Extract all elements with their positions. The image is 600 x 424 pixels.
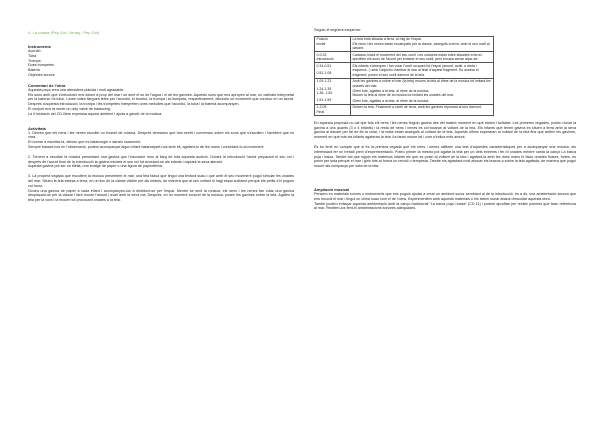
- table-row: [315, 104, 494, 115]
- instrument-item: Dues trompetes: [28, 63, 55, 68]
- comentari-paragraph: Aquesta peça crea una atmosfera plàcida i molt agradable.: [28, 87, 125, 92]
- activitat-paragraph: Doneu una gavina de paper a cada infant i acompanyeu-los a distribuir-se per l'espai. Mentre se sent la música, els nens i les nenes fan volar una gavina desplaçant-se per la classe i farà moure l'amunt i avall amb la seva mà. Després, en un moment concret de la música, posen les gavines sobre la tela. Agafen la tela per la vora i la mouen tot provocant onades a la tela.: [28, 188, 294, 203]
- instrument-item: Objectes sonors: [28, 72, 55, 77]
- body-paragraph: En aquesta proposta no cal que tots els nens i les nenes tinguin gavina des del mateix moment en què inicien l'activitat. Les primeres vegades, podeu donar la gavina a uns quants (3 o 4 infants) i la resta de nens i nenes es col·locaran al voltant de la tela. Els infants que tenen gavina es situen a terra amb la seva gavina al davant per tal de fer-la volar, i la resta estan asseguts al voltant de la tela. Aquests últims esperaran al voltant de la tela fins que arribin les gavines, moment en què tots els infants agafaran la tela i la faran moure tal i com s'indica més amunt.: [314, 120, 576, 140]
- description-text: Giren tots, agafats a la tela, al ritme de la música.: [352, 89, 430, 94]
- comentari-paragraph: La il·lustració del CD-llibre expressa aquest ambient i ajuda a gaudir de la música.: [28, 111, 163, 116]
- description-text: Amb les gavines a sobre el mar (la tela) mouen la tela al ritme de la música tot imitant les onades del mar.: [352, 79, 491, 88]
- song-title: 4- La onada (Pep Gol / Arranj.: Pep Gol): [28, 30, 100, 35]
- schema-intro: Seguiu el següent esquema:: [314, 28, 361, 32]
- right-column: [314, 28, 576, 211]
- instrument-item: Tuba: [28, 53, 37, 58]
- table-row: [315, 52, 494, 63]
- description-text: Els infants s'aixequen i fan volar l'ocell ocupant tot l'espai (amunt, avall, a dreta i esquerra...) amb l'objectiu d'arribar al mar al final d'aquest fragment. En acabar el fragment, posen el seu ocell damunt de la tela.: [352, 63, 479, 77]
- activitat-paragraph: 1. Deixeu que els nens i les nenes escoltin un trosset de música. Després demaneu què han sentit i converseu sobre els sons que s'escolten i l'ambient que es crea.: [28, 130, 294, 140]
- description-cell: [351, 104, 494, 115]
- time-label: 0.52-1.08: [316, 71, 332, 76]
- time-label: inicial: [316, 41, 326, 46]
- body-paragraph: És bo tenir en compte que si és la primera vegada que els nens i nenes utilitzen una tela d'aquestes característiques per a acompanyar una música, els interessarà fer un treball previ d'experimentació. Poteu primer la mestra pot agafar la tela per un dels extrems i fer-hi onades mentre canta la cançó La barca puja i baixa. També cal que siguin els mateixos infants els que es posin al voltant de la tela i agafant-la amb les dues mans hi facin onades fluixes, fortes, es posin per sota perquè el mar i girin tots al forma un remolí o tempesta. També els agradarà molt abocar els bracos a sobre la tela agafada, de manera que pugui moure als companys per sota de la tela.: [314, 145, 576, 169]
- time-cell: [315, 78, 351, 104]
- description-cell: [351, 36, 494, 51]
- time-label: 2-2.05: [316, 105, 327, 110]
- activitat-paragraph: Sempre basant-nos en l'observació, podem acompanyar algun infant balancejant-nos amb ell, agafant-lo de les mans i convidant-lo al moviment.: [28, 144, 265, 149]
- time-label: Posició: [316, 37, 328, 42]
- time-cell: [315, 63, 351, 78]
- instruments-heading: Instruments: [28, 44, 51, 49]
- table-row: [315, 36, 494, 51]
- description-text: Giren tots, agafats a la tela, al ritme de la música.: [352, 98, 430, 103]
- time-label: 1.24-1.35: [316, 86, 332, 91]
- comentari-paragraph: El conjunt ens fa sentir un dolç vaivé de balanceig.: [28, 106, 111, 111]
- description-text: La tela està situada a terra, al mig de l'espai.: [352, 37, 422, 42]
- left-column: [28, 28, 294, 203]
- ampliacio-paragraph: També podem enllaçar aquesta ambientació amb la cançó tradicional "La barca puja i baixa" (CD 11) i podem aprofitar per recitar poemes que facin referència al mar. Recitem-los fent-hi ambientacions sonores adequades.: [314, 201, 576, 211]
- time-label: 1.36- 1.50: [316, 91, 333, 96]
- table-row: [315, 63, 494, 78]
- sequence-table: [314, 36, 494, 116]
- activitat-paragraph: Aquesta gavina pot ser un titella, una imatge de paper o una figura de papiroflèxia.: [28, 164, 163, 169]
- description-text: Deixen la tela. Finalment a nivell de terra, amb les gavines reposant al seu damunt.: [352, 105, 482, 110]
- time-label: Final: [316, 109, 325, 114]
- comentari-paragraph: Els sons amb què s'introdueix ens situen a prop del mar i se sent el so de l'aigua i el de les gavines. Aquests sons que ens apropen al mar, un ostinato interpretat per la bateria i la tuba, i unes notes llargues fetes per l'acordió, el trombó, la trompa i la trompeta, respectivament, dibuixen un moviment que conclou en un acord. Després d'aquesta introducció, la trompa i les trompetes interpreten unes melodies que l'acordió, la tuba i la bateria acompanyen.: [28, 92, 294, 107]
- time-cell: [315, 104, 351, 115]
- ampliacio-paragraph: Pensem en materials sonors o instruments que ens puguin ajudar a crear un ambient sonor semblant al de la introducció, és a dir, una ambientació sonora que ens recordi el mar i tingui un clima suau com el de l'obra. Experimentem amb aquests materials o els farem sonar abans d'escoltar aquesta obra.: [314, 192, 576, 201]
- description-cell: [351, 52, 494, 63]
- description-cell: [351, 78, 494, 104]
- description-text: Mouen la tela al ritme de la música tot imitant les onades del mar.: [352, 93, 455, 98]
- instrument-item: Bateria: [28, 68, 40, 73]
- time-cell: [315, 52, 351, 63]
- description-text: Cadascú inicia el moviment del seu ocell. Les criatures estan totes situades a terra i aprofiten els sons de l'acord per enlairar el seu ocell, però encara sense alçar-se.: [352, 52, 483, 62]
- time-label: 0.34-0.51: [316, 63, 332, 68]
- time-label: 1.09-1.23: [316, 79, 332, 84]
- ampliacio-heading: Ampliació musical: [314, 187, 350, 192]
- table-row: [315, 78, 494, 104]
- activitat-paragraph: 3. La propera vegada que escoltem la música presentem el mar, una tela blava que tingui una textura suau i que amb el seu moviment pugui simular les onades del mar. Situeu la tela estesa a terra, en un lloc de la classe visible per als infants, de manera que al seu voltant hi hagi espai suficient perquè els petits s'hi puguin col·locar.: [28, 174, 294, 188]
- instrument-item: Trompa: [28, 58, 41, 63]
- activitat-paragraph: 2. Tornem a escoltar la música presentant una gavina que l'educador mou al llarg de tota aquesta audició. Durant la introducció l'anirà preparant el seu vol i després de l'acord final de la introducció la gavina iniciarà el seu vol tot acostant-se als infants i captant la seva atenció.: [28, 154, 294, 164]
- time-label: 1.51-1.59: [316, 98, 332, 103]
- description-cell: [351, 63, 494, 78]
- description-text: Els nens i les nenes estan escampats per la classe, asseguts a terra, amb el seu ocell al davant.: [352, 41, 490, 51]
- time-label: Introducció: [316, 57, 334, 62]
- time-label: 0-0.33: [316, 52, 327, 57]
- time-cell: [315, 36, 351, 51]
- instrument-item: Acordió: [28, 49, 41, 53]
- comentari-heading: Comentari de l'obra: [28, 82, 66, 88]
- activitat-paragraph: En tornar a escoltar-la, deixeu que es balancegin o dansin suaument.: [28, 140, 142, 145]
- activitats-heading: Activitats: [28, 125, 47, 131]
